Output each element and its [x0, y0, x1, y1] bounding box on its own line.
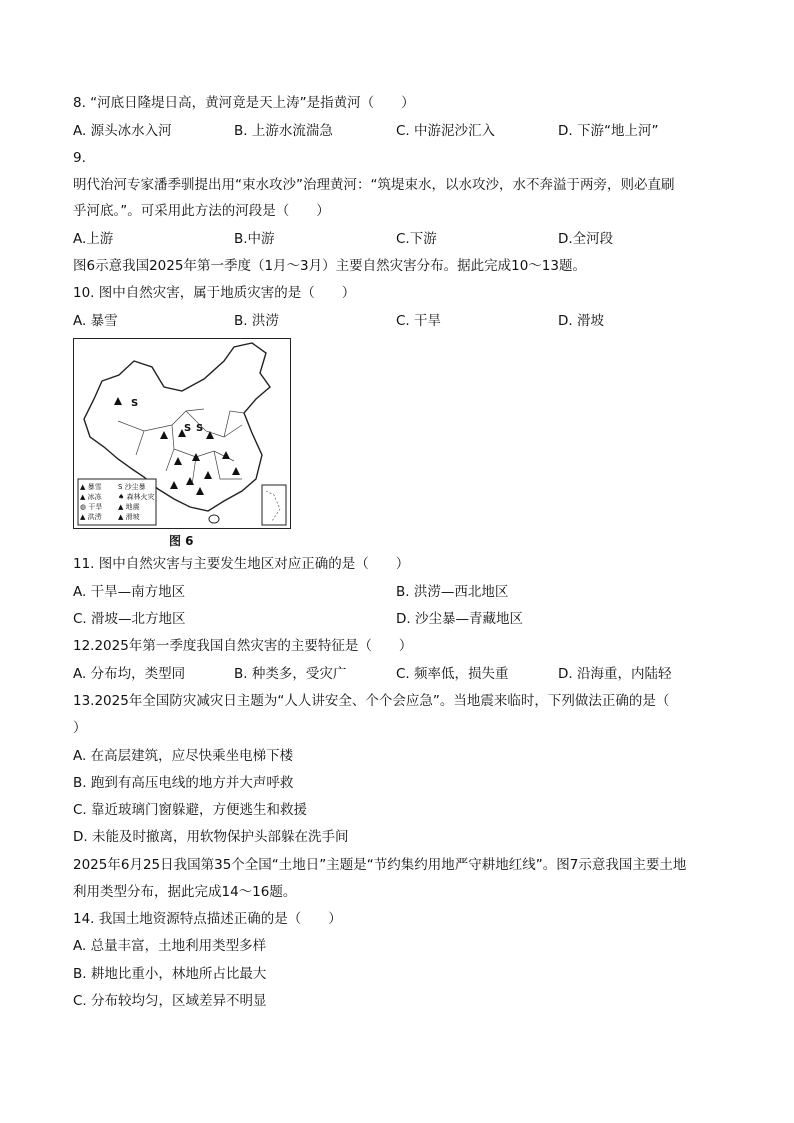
intro-10-13: 图6示意我国2025年第一季度（1月～3月）主要自然灾害分布。据此完成10～13题。 [73, 258, 586, 274]
legend-symbol: ▲ [118, 513, 124, 521]
q9-number: 9. [73, 150, 86, 166]
q9-options [73, 230, 723, 248]
q12-option-d: D. 沿海重，内陆轻 [558, 666, 672, 682]
q11-stem: 11. 图中自然灾害与主要发生地区对应正确的是（ ） [73, 556, 410, 572]
q12-stem: 12.2025年第一季度我国自然灾害的主要特征是（ ） [73, 638, 413, 654]
q14-option-c: C. 分布较均匀，区域差异不明显 [73, 993, 267, 1009]
q9-stem-line1: 明代治河专家潘季驯提出用“束水攻沙”治理黄河：“筑堤束水，以水攻沙，水不奔溢于两旁，则必直刷 [73, 177, 675, 193]
q8-stem: 8. “河底日隆堤日高，黄河竟是天上涛”是指黄河（ ） [73, 95, 415, 111]
legend-symbol: ▲ [80, 513, 86, 521]
q8-options [73, 122, 723, 140]
q10-option-d: D. 滑坡 [558, 313, 604, 329]
sandstorm-marker: S [131, 398, 139, 409]
q11-option-c: C. 滑坡—北方地区 [73, 611, 186, 627]
legend-symbol: S [118, 483, 123, 491]
q11-option-a: A. 干旱—南方地区 [73, 584, 186, 600]
hainan-island [209, 515, 219, 523]
legend-symbol: ◍ [80, 503, 87, 511]
q12-options [73, 665, 723, 683]
south-china-sea-inset [262, 485, 286, 525]
q8-option-a: A. 源头冰水入河 [73, 123, 172, 139]
q11-options-row2 [73, 610, 723, 628]
q14-option-b: B. 耕地比重小，林地所占比最大 [73, 966, 267, 982]
q9-option-a: A.上游 [73, 231, 114, 247]
legend-label: 洪涝 [87, 513, 102, 521]
legend-item-earthquake [118, 502, 140, 512]
q13-option-c: C. 靠近玻璃门窗躲避，方便逃生和救援 [73, 802, 308, 818]
q12-option-a: A. 分布均，类型同 [73, 666, 186, 682]
sandstorm-marker: S [196, 423, 204, 434]
q12-option-b: B. 种类多，受灾广 [234, 666, 347, 682]
q11-options-row1 [73, 583, 723, 601]
legend-item-snowstorm [80, 482, 118, 492]
q9-option-b: B.中游 [234, 231, 275, 247]
legend-symbol: ▲ [80, 483, 86, 491]
q13-option-a: A. 在高层建筑，应尽快乘坐电梯下楼 [73, 748, 294, 764]
q10-option-b: B. 洪涝 [234, 313, 279, 329]
legend-label: 森林火灾 [126, 493, 155, 501]
q8-option-b: B. 上游水流湍急 [234, 123, 333, 139]
q11-option-b: B. 洪涝—西北地区 [396, 584, 509, 600]
intro-14-16-line2: 利用类型分布，据此完成14～16题。 [73, 884, 297, 900]
figure6-caption: 图 6 [169, 534, 194, 548]
legend-symbol: ▲ [80, 493, 86, 501]
q8-option-d: D. 下游“地上河” [558, 123, 659, 139]
intro-14-16-line1: 2025年6月25日我国第35个全国“土地日”主题是“节约集约用地严守耕地红线”。图7示意我国主要土地 [73, 857, 687, 873]
q10-options [73, 312, 723, 330]
legend-symbol: ♠ [118, 493, 125, 501]
legend-item-flood [80, 512, 118, 522]
q11-option-d: D. 沙尘暴—青藏地区 [396, 611, 523, 627]
legend-item-sandstorm [118, 482, 146, 492]
q13-stem-line1: 13.2025年全国防灾减灾日主题为“人人讲安全、个个会应急”。当地震来临时，下列做法正确的是（ [73, 693, 670, 709]
legend-label: 沙尘暴 [124, 483, 146, 491]
sandstorm-marker: S [184, 423, 192, 434]
legend-item-landslide [118, 512, 140, 522]
legend [80, 482, 156, 522]
q13-stem-line2: ） [73, 720, 87, 736]
q9-option-d: D.全河段 [558, 231, 614, 247]
legend-label: 地震 [125, 503, 140, 511]
q8-option-c: C. 中游泥沙汇入 [396, 123, 496, 139]
legend-label: 暴雪 [87, 483, 102, 491]
q13-option-b: B. 跑到有高压电线的地方并大声呼救 [73, 775, 294, 791]
q14-stem: 14. 我国土地资源特点描述正确的是（ ） [73, 911, 342, 927]
legend-item-drought [80, 502, 118, 512]
q13-option-d: D. 未能及时撤离，用软物保护头部躲在洗手间 [73, 829, 349, 845]
q10-stem: 10. 图中自然灾害，属于地质灾害的是（ ） [73, 285, 356, 301]
q12-option-c: C. 频率低，损失重 [396, 666, 509, 682]
legend-symbol: ▲ [118, 503, 124, 511]
legend-item-freeze [80, 492, 118, 502]
q9-option-c: C.下游 [396, 231, 437, 247]
legend-label: 干旱 [88, 503, 103, 511]
q10-option-a: A. 暴雪 [73, 313, 118, 329]
q9-stem-line2: 乎河底。”。可采用此方法的河段是（ ） [73, 203, 330, 219]
legend-label: 滑坡 [125, 513, 140, 521]
q10-option-c: C. 干旱 [396, 313, 442, 329]
q14-option-a: A. 总量丰富，土地利用类型多样 [73, 938, 267, 954]
figure6-map [73, 338, 291, 529]
legend-label: 冰冻 [87, 493, 102, 501]
legend-item-forest-fire [118, 492, 155, 502]
